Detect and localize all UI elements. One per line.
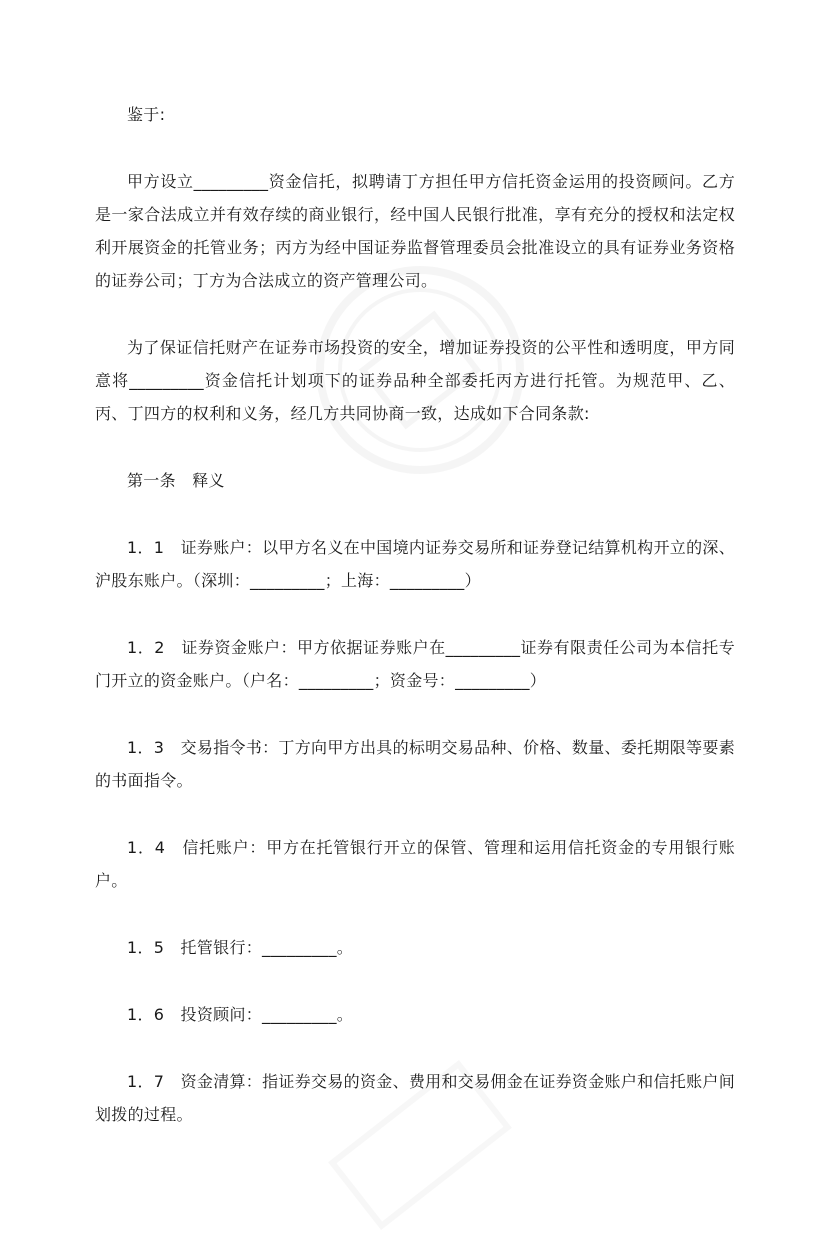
clause-1-2: 1．2 证券资金账户：甲方依据证券账户在_________证券有限责任公司为本信托专门开立的资金账户。（户名：_________；资金号：_________）: [95, 638, 735, 690]
clause-1-4: 1．4 信托账户：甲方在托管银行开立的保管、管理和运用信托资金的专用银行账户。: [95, 838, 735, 890]
clause-1-7: 1．7 资金清算：指证券交易的资金、费用和交易佣金在证券资金账户和信托账户间划拨的过程。: [95, 1072, 735, 1124]
clause-1-3: 1．3 交易指令书：丁方向甲方出具的标明交易品种、价格、数量、委托期限等要素的书面指令。: [95, 738, 735, 790]
recital-paragraph-2: 为了保证信托财产在证券市场投资的安全，增加证券投资的公平性和透明度，甲方同意将_________资金信托计划项下的证券品种全部委托丙方进行托管。为规范甲、乙、丙、丁四方的权利和义务，经几方共同协商一致，达成如下合同条款:: [95, 338, 735, 423]
article-1-title: 第一条 释义: [127, 471, 225, 490]
clause-1-6: 1．6 投资顾问：_________。: [127, 1005, 354, 1024]
document-body: [95, 98, 735, 1131]
heading-whereas: 鉴于:: [127, 105, 166, 124]
clause-1-1: 1．1 证券账户：以甲方名义在中国境内证券交易所和证券登记结算机构开立的深、沪股东账户。（深圳：_________；上海：_________）: [95, 538, 735, 590]
clause-1-5: 1．5 托管银行：_________。: [127, 938, 354, 957]
recital-paragraph-1: 甲方设立_________资金信托，拟聘请丁方担任甲方信托资金运用的投资顾问。乙方是一家合法成立并有效存续的商业银行，经中国人民银行批准，享有充分的授权和法定权利开展资金的托管业务；丙方为经中国证券监督管理委员会批准设立的具有证券业务资格的证券公司；丁方为合法成立的资产管理公司。: [95, 172, 735, 290]
